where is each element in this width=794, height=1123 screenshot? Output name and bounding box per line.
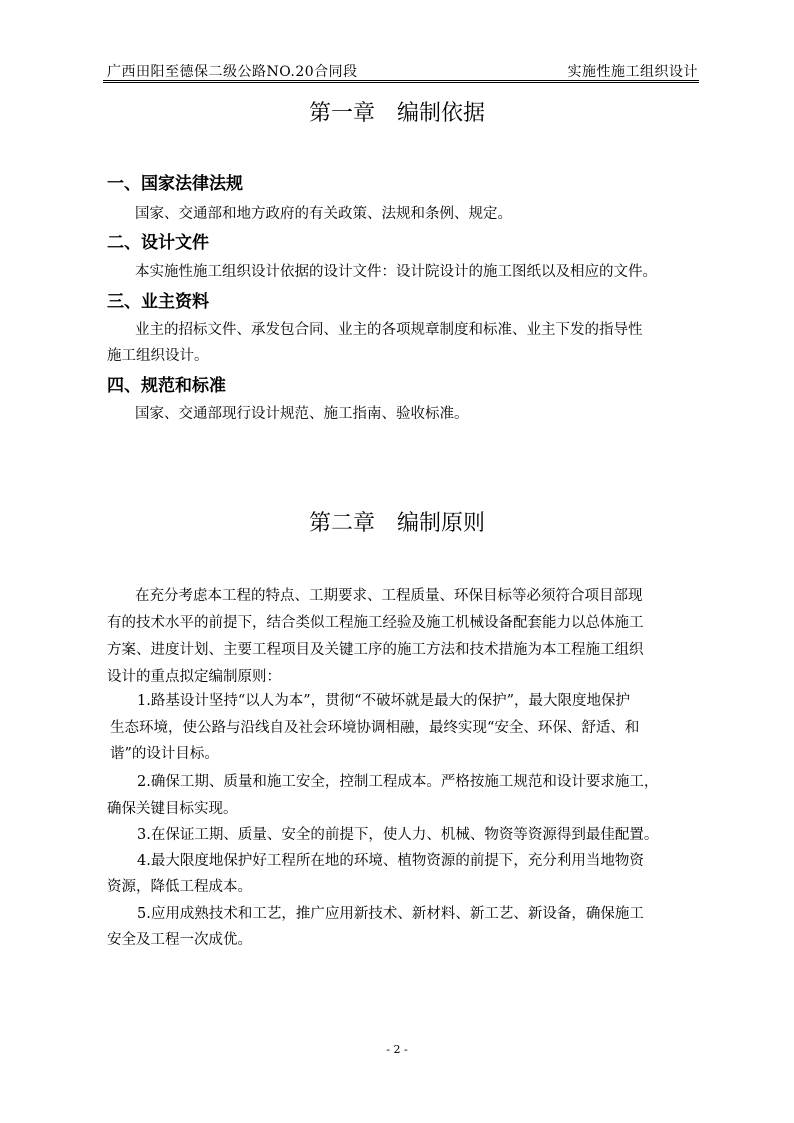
chapter2-title: 第二章 编制原则 [308, 511, 485, 536]
header-rule-thin [103, 82, 699, 83]
intro-line: 设计的重点拟定编制原则： [107, 669, 281, 685]
principle-item-line: 生态环境，使公路与沿线自及社会环境协调相融，最终实现“安全、环保、舒适、和 [110, 720, 640, 736]
intro-line: 方案、进度计划、主要工程项目及关键工序的施工方法和技术措施为本工程施工组织 [107, 642, 644, 658]
section-text: 本实施性施工组织设计依据的设计文件：设计院设计的施工图纸以及相应的文件。 [135, 264, 657, 280]
section-text: 业主的招标文件、承发包合同、业主的各项规章制度和标准、业主下发的指导性 [135, 322, 643, 338]
principle-item-line: 确保关键目标实现。 [107, 801, 238, 817]
principle-item-line: 1.路基设计坚持“以人为本”，贯彻“不破坏就是最大的保护”，最大限度地保护 [137, 693, 630, 709]
section-text: 施工组织设计。 [107, 348, 209, 364]
section-heading: 四、规范和标准 [107, 376, 226, 396]
section-heading: 三、业主资料 [107, 292, 209, 312]
principle-item-line: 资源，降低工程成本。 [107, 879, 252, 895]
intro-line: 有的技术水平的前提下，结合类似工程施工经验及施工机械设备配套能力以总体施工 [107, 615, 644, 631]
section-heading: 二、设计文件 [107, 233, 209, 253]
page-number: - 2 - [386, 1043, 408, 1056]
principle-item-line: 5.应用成熟技术和工艺，推广应用新技术、新材料、新工艺、新设备，确保施工 [137, 906, 644, 922]
principle-item-line: 3.在保证工期、质量、安全的前提下，使人力、机械、物资等资源得到最佳配置。 [137, 827, 659, 843]
principle-item-line: 2.确保工期、质量和施工安全，控制工程成本。严格按施工规范和设计要求施工， [137, 774, 659, 790]
principle-item-line: 谐”的设计目标。 [110, 746, 219, 762]
principle-item-line: 安全及工程一次成优。 [107, 932, 252, 948]
section-text: 国家、交通部现行设计规范、施工指南、验收标准。 [135, 406, 469, 422]
header-project-name: 广西田阳至德保二级公路NO.20合同段 [107, 64, 358, 80]
intro-line: 在充分考虑本工程的特点、工期要求、工程质量、环保目标等必须符合项目部现 [135, 588, 643, 604]
header-document-title: 实施性施工组织设计 [567, 64, 698, 80]
section-heading: 一、国家法律法规 [107, 174, 243, 194]
section-text: 国家、交通部和地方政府的有关政策、法规和条例、规定。 [135, 206, 512, 222]
principle-item-line: 4.最大限度地保护好工程所在地的环境、植物资源的前提下，充分利用当地物资 [137, 853, 644, 869]
header-rule [103, 80, 699, 81]
chapter1-title: 第一章 编制依据 [308, 101, 485, 126]
